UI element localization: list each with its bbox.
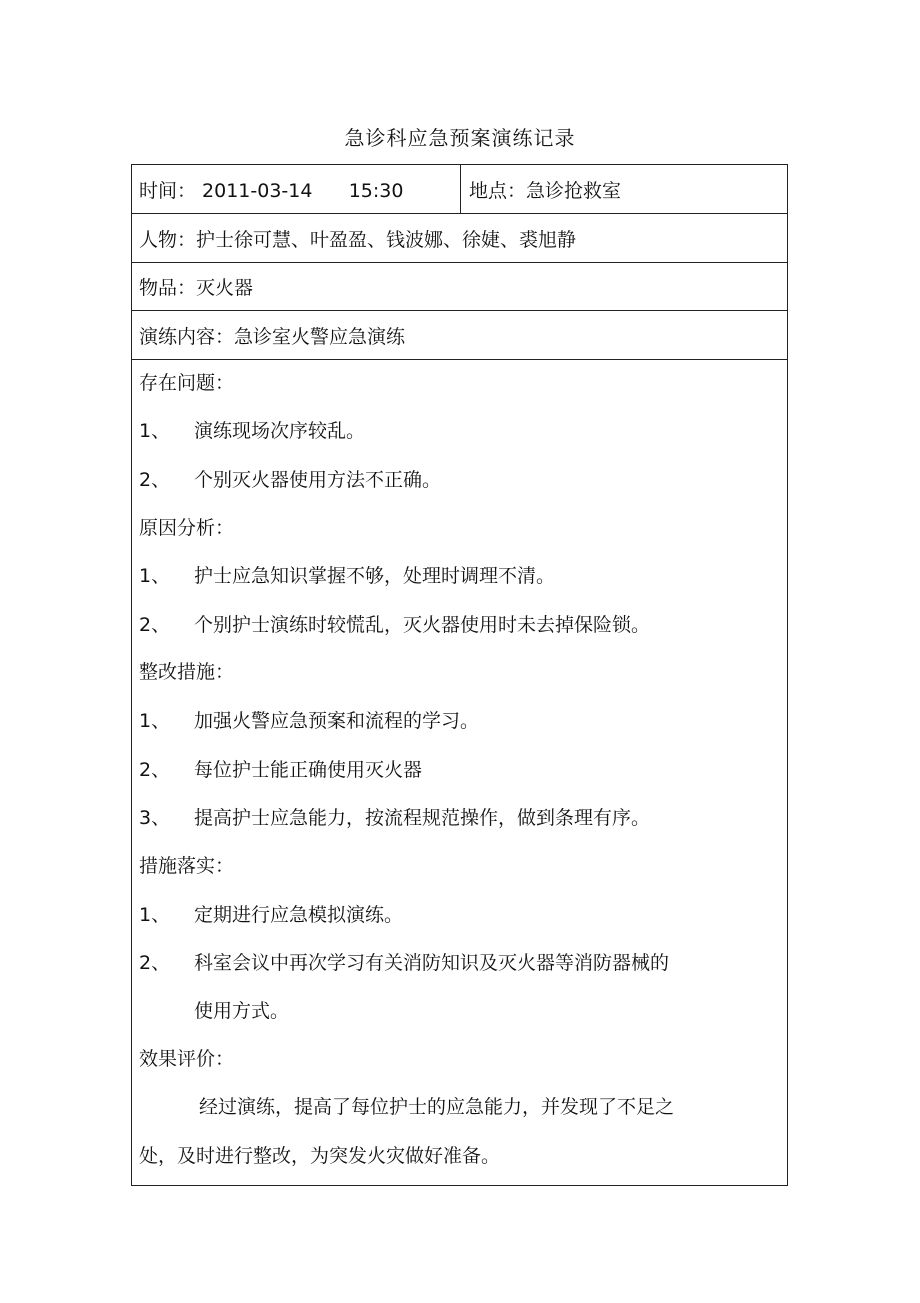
- people-row: [132, 214, 787, 263]
- evaluation-text-line-2: 处，及时进行整改，为突发火灾做好准备。: [139, 1145, 501, 1167]
- evaluation-text-line-1: 经过演练，提高了每位护士的应急能力，并发现了不足之: [199, 1096, 675, 1118]
- list-item: 个别护士演练时较慌乱，灭火器使用时未去掉保险锁。: [194, 614, 651, 636]
- list-number: 2、: [139, 614, 171, 636]
- page-title: 急诊科应急预案演练记录: [344, 126, 576, 150]
- list-number: 1、: [139, 710, 171, 732]
- list-item: 护士应急知识掌握不够，处理时调理不清。: [194, 565, 556, 587]
- list-number: 3、: [139, 807, 171, 829]
- list-number: 1、: [139, 420, 171, 442]
- list-number: 2、: [139, 469, 171, 491]
- list-item: 每位护士能正确使用灭火器: [194, 759, 423, 781]
- measures-heading: 整改措施：: [139, 661, 235, 683]
- details-cell: [132, 360, 787, 1185]
- list-item: 提高护士应急能力，按流程规范操作，做到条理有序。: [194, 807, 651, 829]
- problems-heading: 存在问题：: [139, 372, 235, 394]
- location-cell: 地点：急诊抢救室: [469, 179, 622, 202]
- time-location-row: [132, 165, 787, 214]
- drill-record-table: [131, 164, 788, 1186]
- list-item: 科室会议中再次学习有关消防知识及灭火器等消防器械的: [194, 952, 670, 974]
- items-cell: 物品：灭火器: [139, 277, 254, 299]
- evaluation-heading: 效果评价：: [139, 1048, 235, 1070]
- content-cell: 演练内容：急诊室火警应急演练: [139, 325, 406, 348]
- list-number: 2、: [139, 952, 171, 974]
- causes-heading: 原因分析：: [139, 517, 235, 539]
- time-cell: 时间： 2011-03-14 15:30: [139, 179, 404, 202]
- people-cell: 人物：护士徐可慧、叶盈盈、钱波娜、徐婕、裘旭静: [139, 228, 577, 251]
- list-item: 个别灭火器使用方法不正确。: [194, 469, 442, 491]
- list-item: 演练现场次序较乱。: [194, 420, 366, 442]
- content-row: [132, 311, 787, 360]
- list-number: 1、: [139, 565, 171, 587]
- items-row: [132, 263, 787, 311]
- column-divider: [460, 165, 461, 213]
- list-item: 定期进行应急模拟演练。: [194, 904, 404, 926]
- list-number: 1、: [139, 904, 171, 926]
- list-number: 2、: [139, 759, 171, 781]
- implementation-heading: 措施落实：: [139, 855, 235, 877]
- list-item-continuation: 使用方式。: [194, 1000, 290, 1022]
- list-item: 加强火警应急预案和流程的学习。: [194, 710, 480, 732]
